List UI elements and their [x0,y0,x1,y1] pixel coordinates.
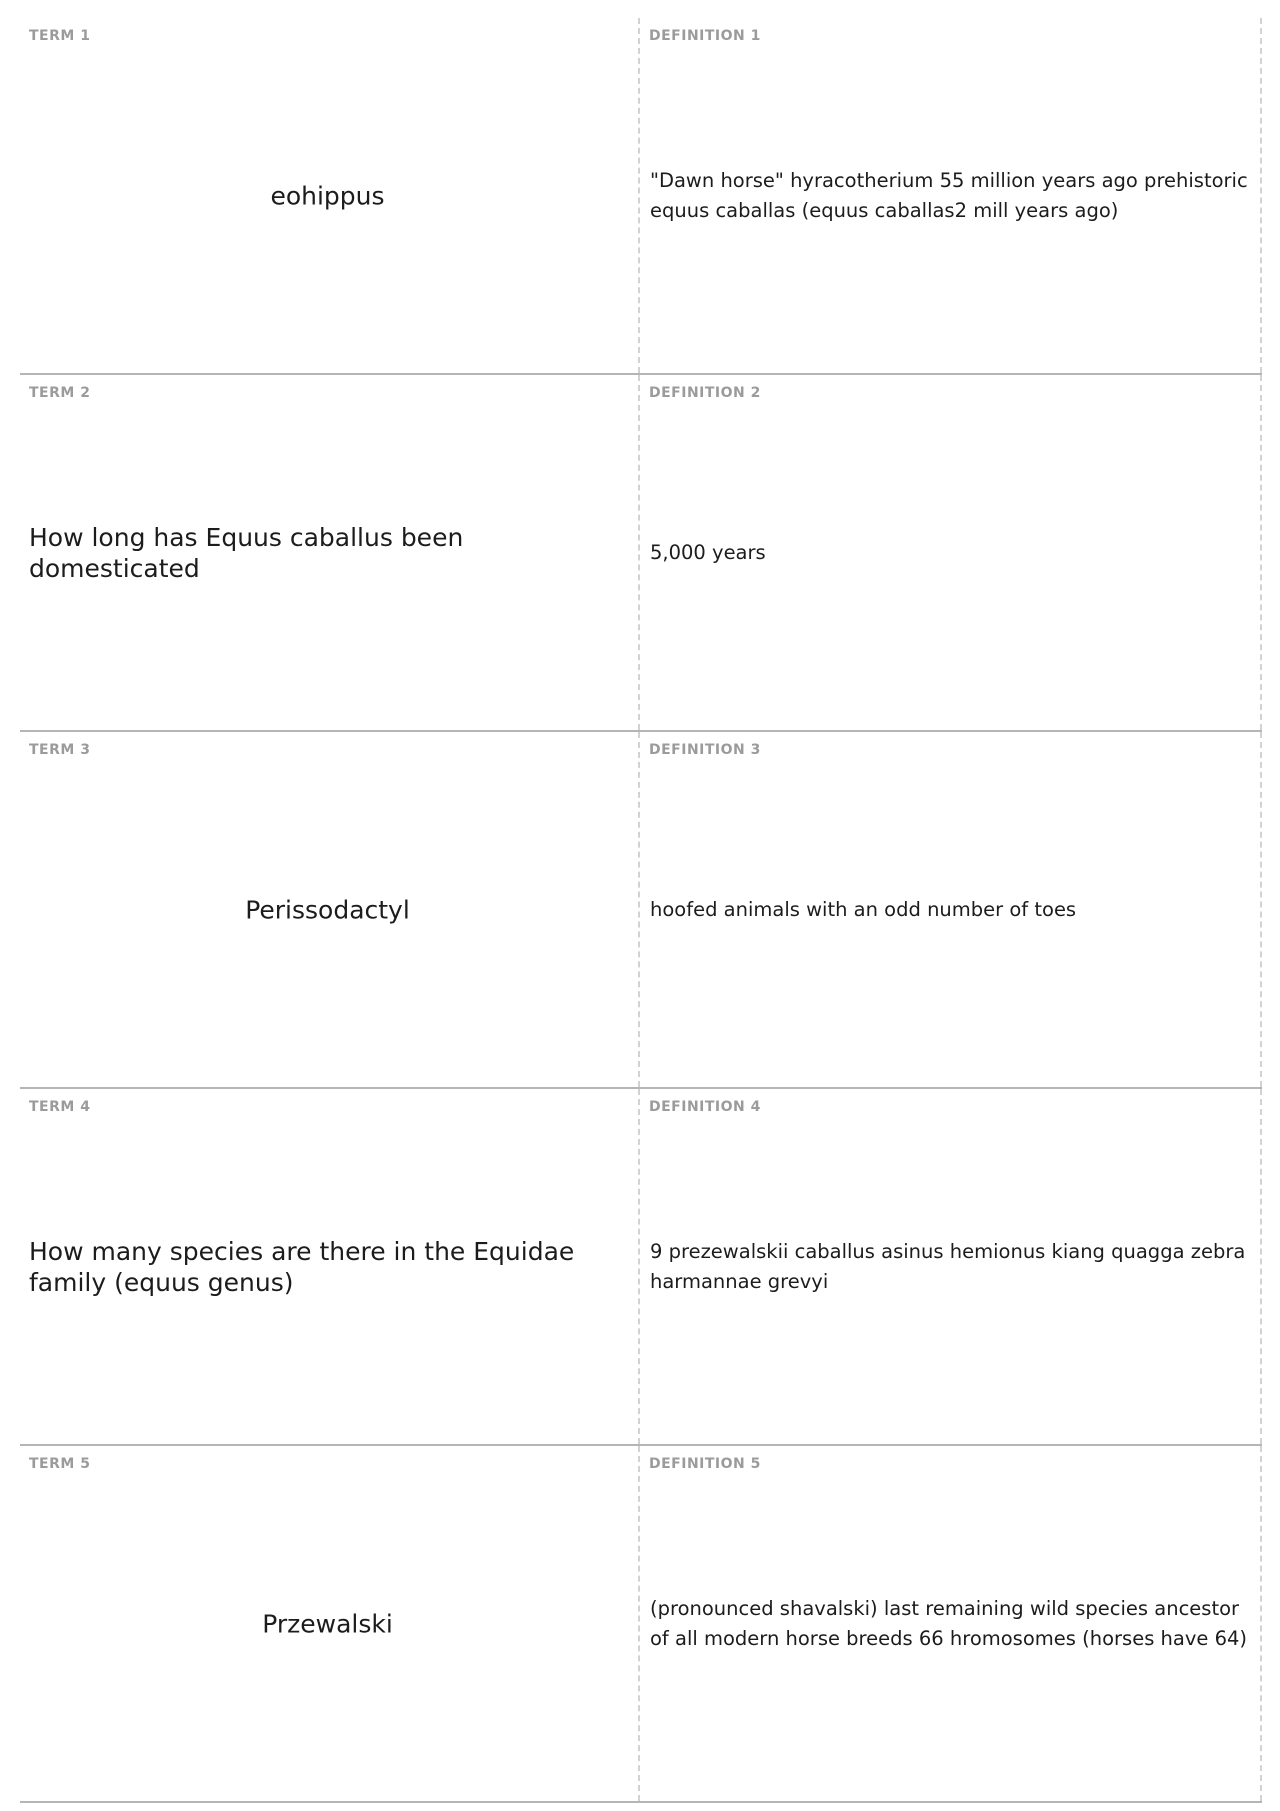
term-label: TERM 2 [29,385,91,401]
definition-cell [640,732,1262,1087]
definition-text: 5,000 years [650,540,766,564]
term-label: TERM 4 [29,1099,91,1115]
card-row-2 [20,375,1262,732]
definition-label: DEFINITION 3 [649,742,761,758]
term-text: Przewalski [262,1609,393,1638]
definition-label: DEFINITION 1 [649,28,761,44]
card-row-1 [20,18,1262,375]
definition-label: DEFINITION 5 [649,1456,761,1472]
term-cell [20,18,640,373]
definition-cell [640,18,1262,373]
definition-label: DEFINITION 4 [649,1099,761,1115]
definition-text: (pronounced shavalski) last remaining wild species ancestor of all modern horse breeds 66 hromosomes (horses have 64) [650,1596,1248,1650]
term-cell [20,375,640,730]
definition-label: DEFINITION 2 [649,385,761,401]
term-cell [20,1446,640,1801]
definition-cell [640,375,1262,730]
card-row-5 [20,1446,1262,1803]
term-text: eohippus [270,181,385,210]
term-label: TERM 3 [29,742,91,758]
term-text: Perissodactyl [245,895,410,924]
term-text: How long has Equus caballus been domesticated [29,522,464,583]
term-label: TERM 1 [29,28,91,44]
definition-text: 9 prezewalskii caballus asinus hemionus kiang quagga zebra harmannae grevyi [650,1239,1246,1293]
term-label: TERM 5 [29,1456,91,1472]
term-cell [20,732,640,1087]
card-row-4 [20,1089,1262,1446]
definition-cell [640,1446,1262,1801]
flashcard-sheet [20,18,1262,1803]
term-cell [20,1089,640,1444]
card-row-3 [20,732,1262,1089]
definition-text: "Dawn horse" hyracotherium 55 million years ago prehistoric equus caballas (equus caballas2 mill years ago) [650,168,1248,222]
definition-text: hoofed animals with an odd number of toes [650,897,1077,921]
definition-cell [640,1089,1262,1444]
term-text: How many species are there in the Equidae family (equus genus) [29,1236,575,1297]
